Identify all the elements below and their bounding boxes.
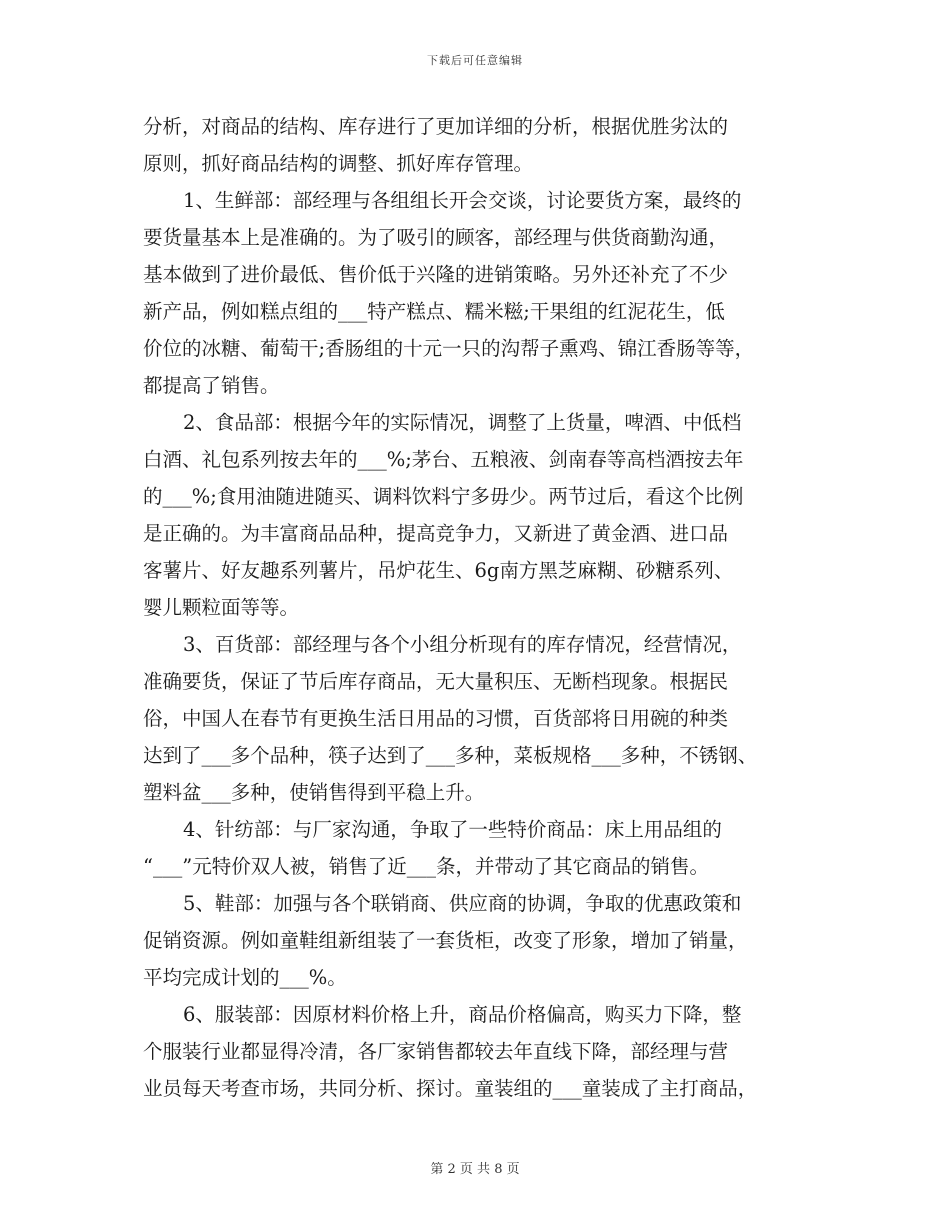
text-line: “___”元特价双人被，销售了近___条，并带动了其它商品的销售。 <box>143 855 709 878</box>
text-line: 准确要货，保证了节后库存商品，无大量积压、无断档现象。根据民 <box>143 670 729 693</box>
text-line: 俗，中国人在春节有更换生活日用品的习惯，百货部将日用碗的种类 <box>143 707 729 730</box>
page-header: 下载后可任意编辑 <box>427 54 523 67</box>
text-line: 5、鞋部：加强与各个联销商、供应商的协调，争取的优惠政策和 <box>183 892 742 915</box>
text-line: 1、生鲜部：部经理与各组组长开会交谈，讨论要货方案，最终的 <box>183 189 742 212</box>
text-line: 促销资源。例如童鞋组新组装了一套货柜，改变了形象，增加了销量， <box>143 929 748 952</box>
text-line: 的___%;食用油随进随买、调料饮料宁多毋少。两节过后，看这个比例 <box>143 485 744 508</box>
text-line: 达到了___多个品种，筷子达到了___多种，菜板规格___多种，不锈钢、 <box>143 744 758 767</box>
text-line: 分析，对商品的结构、库存进行了更加详细的分析，根据优胜劣汰的 <box>143 115 729 138</box>
text-line: 业员每天考查市场，共同分析、探讨。童装组的___童装成了主打商品， <box>143 1077 758 1100</box>
page-footer: 第 2 页 共 8 页 <box>430 1162 520 1177</box>
text-line: 塑料盆___多种，使销售得到平稳上升。 <box>143 781 485 804</box>
document-body <box>143 108 813 1107</box>
text-line: 3、百货部：部经理与各个小组分析现有的库存情况，经营情况， <box>183 633 742 656</box>
text-line: 客薯片、好友趣系列薯片，吊炉花生、6g南方黑芝麻糊、砂糖系列、 <box>143 559 734 582</box>
text-line: 6、服装部：因原材料价格上升，商品价格偏高，购买力下降，整 <box>183 1003 742 1026</box>
text-line: 新产品，例如糕点组的___特产糕点、糯米糍;干果组的红泥花生，低 <box>143 300 725 323</box>
text-line: 价位的冰糖、葡萄干;香肠组的十元一只的沟帮子熏鸡、锦江香肠等等， <box>143 337 755 360</box>
text-line: 是正确的。为丰富商品品种，提高竞争力，又新进了黄金酒、进口品 <box>143 522 729 545</box>
text-line: 都提高了销售。 <box>143 374 280 397</box>
text-line: 婴儿颗粒面等等。 <box>143 596 300 619</box>
text-line: 4、针纺部：与厂家沟通，争取了一些特价商品：床上用品组的 <box>183 818 722 841</box>
text-line: 2、食品部：根据今年的实际情况，调整了上货量，啤酒、中低档 <box>183 411 742 434</box>
text-line: 基本做到了进价最低、售价低于兴隆的进销策略。另外还补充了不少 <box>143 263 729 286</box>
text-line: 平均完成计划的___%。 <box>143 966 347 989</box>
text-line: 要货量基本上是准确的。为了吸引的顾客，部经理与供货商勤沟通， <box>143 226 729 249</box>
text-line: 白酒、礼包系列按去年的___%;茅台、五粮液、剑南春等高档酒按去年 <box>143 448 744 471</box>
text-line: 个服装行业都显得冷清，各厂家销售都较去年直线下降，部经理与营 <box>143 1040 729 1063</box>
text-line: 原则，抓好商品结构的调整、抓好库存管理。 <box>143 152 534 175</box>
